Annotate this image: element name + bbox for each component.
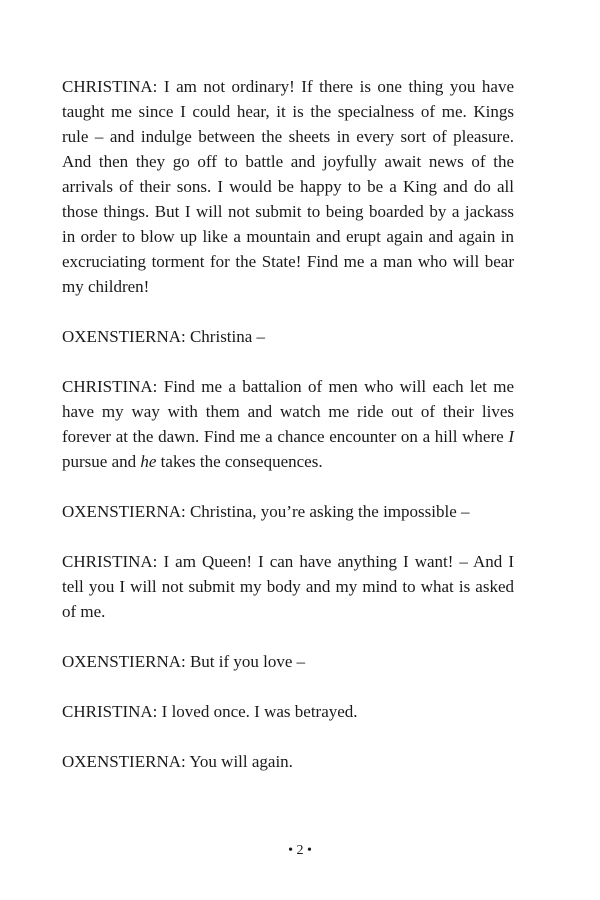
speaker-name: CHRISTINA: xyxy=(62,702,158,721)
speaker-name: CHRISTINA: xyxy=(62,377,158,396)
dialogue-text: I am Queen! I can have anything I want! – And I tell you I will not submit my body and my mind to what is asked of me. xyxy=(62,552,515,621)
speaker-name: CHRISTINA: xyxy=(62,552,158,571)
page-body xyxy=(62,74,514,799)
speaker-name: OXENSTIERNA: xyxy=(62,752,186,771)
speaker-name: OXENSTIERNA: xyxy=(62,327,186,346)
emphasized-word: I xyxy=(508,427,514,446)
page-number: • 2 • xyxy=(288,843,312,858)
dialogue-text: I loved once. I was betrayed. xyxy=(161,702,358,721)
dialogue-text: Christina – xyxy=(189,327,266,346)
dialogue-text: Find me a battalion of men who will each let me have my way with them and watch me ride out of their lives forever at the dawn. Find me a chance encounter on a hill where xyxy=(62,377,514,446)
dialogue-paragraph xyxy=(62,749,514,774)
emphasized-word: he xyxy=(140,452,157,471)
dialogue-text: You will again. xyxy=(189,752,293,771)
dialogue-paragraph xyxy=(62,374,514,474)
speaker-name: CHRISTINA: xyxy=(62,77,158,96)
dialogue-text: But if you love – xyxy=(189,652,306,671)
dialogue-text: Christina, you’re asking the impossible – xyxy=(189,502,470,521)
dialogue-text: pursue and xyxy=(62,452,137,471)
speaker-name: OXENSTIERNA: xyxy=(62,502,186,521)
speaker-name: OXENSTIERNA: xyxy=(62,652,186,671)
dialogue-paragraph xyxy=(62,699,514,724)
dialogue-paragraph xyxy=(62,74,514,299)
dialogue-paragraph xyxy=(62,499,514,524)
dialogue-text: takes the consequences. xyxy=(160,452,323,471)
dialogue-paragraph xyxy=(62,549,514,624)
dialogue-paragraph xyxy=(62,324,514,349)
dialogue-text: I am not ordinary! If there is one thing you have taught me since I could hear, it is the specialness of me. Kings rule – and indulge between the sheets in every sort of pleasure. And then they go off to battle and joyfully await news of the arrivals of their sons. I would be happy to be a King and do all those things. But I will not submit to being boarded by a jackass in order to blow up like a mountain and erupt again and again in excruciating torment for the State! Find me a man who will bear my children! xyxy=(62,77,515,296)
dialogue-paragraph xyxy=(62,649,514,674)
